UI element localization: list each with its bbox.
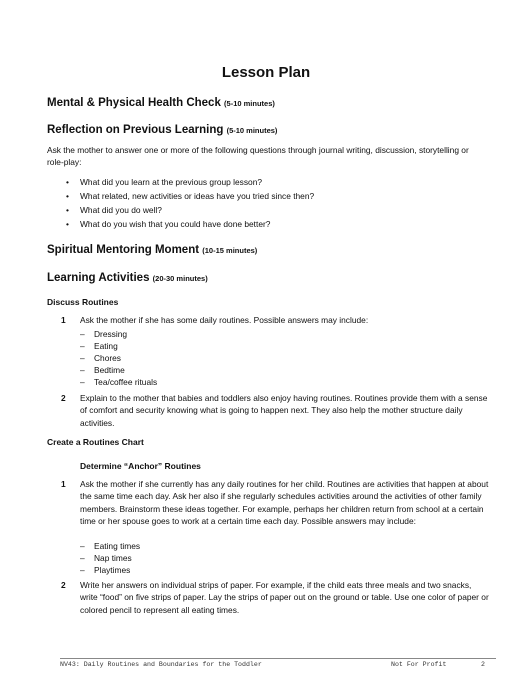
dash-icon: – bbox=[80, 377, 85, 387]
footer-page-number: 2 bbox=[481, 661, 485, 668]
dash-icon: – bbox=[80, 541, 85, 551]
page-title: Lesson Plan bbox=[221, 64, 311, 81]
routine-text: Chores bbox=[94, 353, 121, 363]
heading-mentoring-text: Spiritual Mentoring Moment bbox=[47, 244, 200, 256]
heading-activities bbox=[47, 272, 208, 284]
heading-activities-time: (20-30 minutes) bbox=[152, 274, 208, 283]
chart-item-1-text: Ask the mother if she currently has any daily routines for her child. Routines are activities that happen at about the same time each day. Ask her also if she regularly schedules activities around the activities of other family members. Brainstorm these ideas together. For example, perhaps her children return from school at a certain time or her spouse goes to work at a certain time each day. Possible answers may include: bbox=[80, 479, 489, 526]
bullet-text: What do you wish that you could have done better? bbox=[80, 219, 271, 229]
heading-reflection-text: Reflection on Previous Learning bbox=[47, 124, 224, 136]
routine-text: Tea/coffee rituals bbox=[94, 377, 158, 387]
dash-icon: – bbox=[80, 553, 85, 563]
heading-health-check-text: Mental & Physical Health Check bbox=[47, 97, 221, 109]
item-number: 1 bbox=[61, 315, 66, 325]
chart-item-2-text: Write her answers on individual strips of paper. For example, if the child eats three meals and two snacks, write “food” on five strips of paper. Lay the strips of paper out on the ground or table. Use one color of paper or colored pencil to represent all eating times. bbox=[80, 580, 489, 615]
anchor-text: Nap times bbox=[94, 553, 132, 563]
item-number: 1 bbox=[61, 479, 66, 489]
subheading-anchor-routines: Determine “Anchor” Routines bbox=[80, 461, 201, 471]
bullet-text: What did you learn at the previous group lesson? bbox=[80, 177, 263, 187]
routine-text: Dressing bbox=[94, 329, 128, 339]
routine-text: Eating bbox=[94, 341, 118, 351]
footer-not-for-profit: Not For Profit bbox=[391, 661, 447, 668]
anchor-text: Playtimes bbox=[94, 565, 131, 575]
heading-discuss-routines: Discuss Routines bbox=[47, 297, 119, 307]
heading-routines-chart: Create a Routines Chart bbox=[47, 437, 144, 447]
anchor-text: Eating times bbox=[94, 541, 141, 551]
bullet-text: What did you do well? bbox=[80, 205, 162, 215]
bullet-icon: • bbox=[66, 205, 69, 215]
dash-icon: – bbox=[80, 365, 85, 375]
bullet-icon: • bbox=[66, 219, 69, 229]
item-number: 2 bbox=[61, 393, 66, 403]
heading-reflection-time: (5-10 minutes) bbox=[226, 126, 278, 135]
bullet-text: What related, new activities or ideas have you tried since then? bbox=[80, 191, 315, 201]
dash-icon: – bbox=[80, 341, 85, 351]
bullet-icon: • bbox=[66, 191, 69, 201]
heading-health-check-time: (5-10 minutes) bbox=[224, 99, 275, 108]
dash-icon: – bbox=[80, 329, 85, 339]
heading-health-check bbox=[47, 97, 275, 109]
bullet-icon: • bbox=[66, 177, 69, 187]
discuss-item-1-text: Ask the mother if she has some daily routines. Possible answers may include: bbox=[80, 315, 369, 325]
dash-icon: – bbox=[80, 353, 85, 363]
heading-mentoring bbox=[47, 244, 257, 256]
heading-reflection bbox=[47, 124, 277, 136]
item-number: 2 bbox=[61, 580, 66, 590]
reflection-intro: Ask the mother to answer one or more of the following questions through journal writing, discussion, storytelling or role-play: bbox=[47, 145, 469, 168]
dash-icon: – bbox=[80, 565, 85, 575]
footer-divider bbox=[60, 658, 496, 659]
discuss-item-2-text: Explain to the mother that babies and toddlers also enjoy having routines. Routines provide them with a sense of comfort and security knowing what is going to happen next. They also help the mother structure daily activities. bbox=[80, 393, 488, 428]
footer-document-title: NV43: Daily Routines and Boundaries for the Toddler bbox=[60, 661, 262, 668]
heading-activities-text: Learning Activities bbox=[47, 272, 150, 284]
routine-text: Bedtime bbox=[94, 365, 125, 375]
heading-mentoring-time: (10-15 minutes) bbox=[202, 246, 258, 255]
